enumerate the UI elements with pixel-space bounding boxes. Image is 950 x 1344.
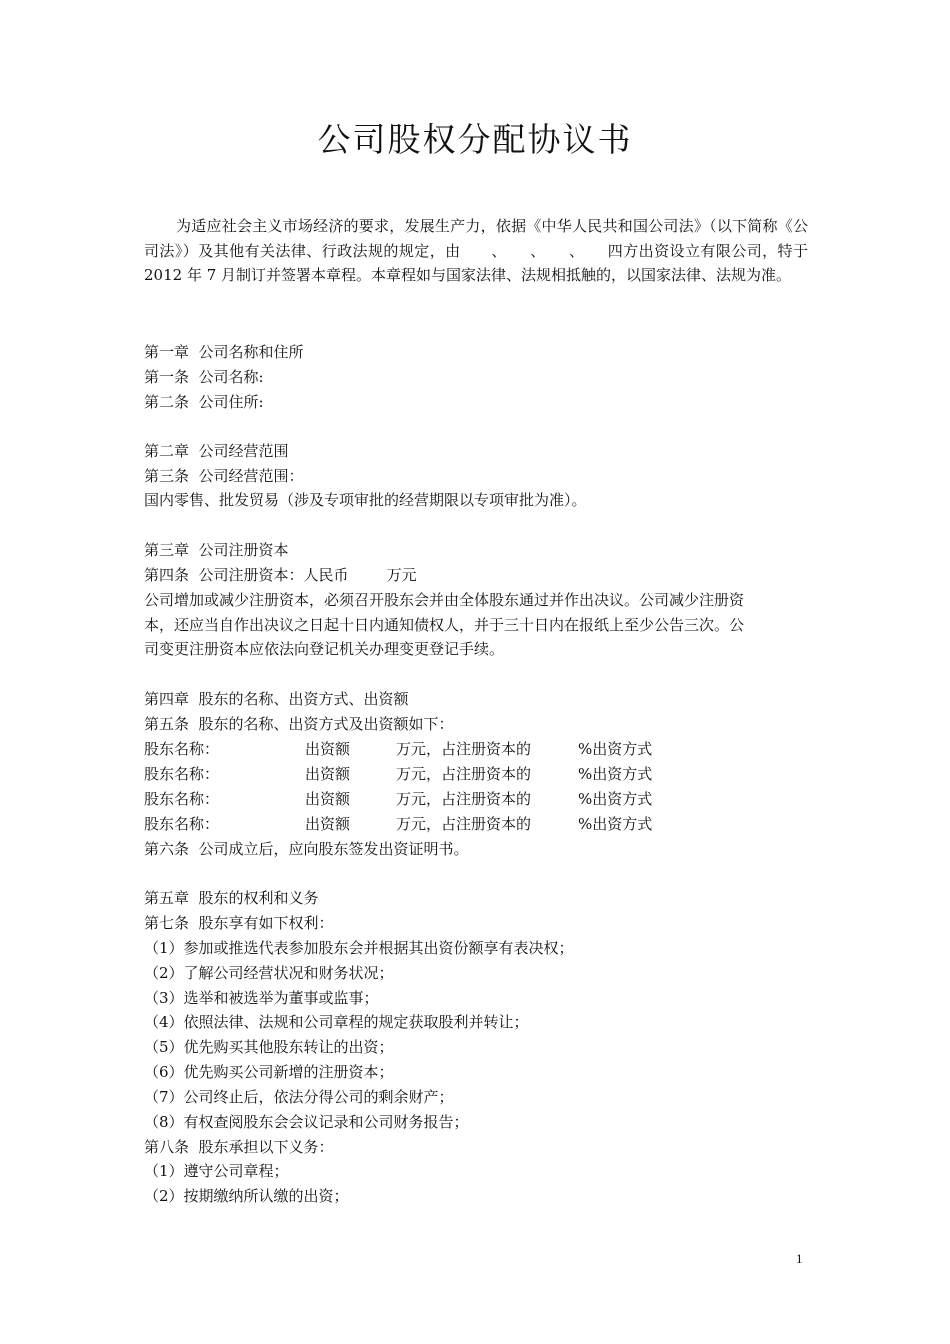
shareholder-method-text: %出资方式 bbox=[578, 740, 653, 758]
article-7: 第七条 股东享有如下权利： bbox=[144, 914, 334, 932]
article-3: 第三条 公司经营范围： bbox=[144, 467, 304, 485]
preamble-paragraph: 为适应社会主义市场经济的要求，发展生产力，依据《中华人民共和国公司法》（以下简称《公司法》）及其他有关法律、行政法规的规定，由 、 、 、 四方出资设立有限公司，特于 2012 年 7 月制订并签署本章程。本章程如与国家法律、法规相抵触的，以国家法律、法规为准。 bbox=[144, 217, 808, 285]
chapter-3-heading: 第三章 公司注册资本 bbox=[144, 541, 289, 559]
page-number: 1 bbox=[796, 1251, 803, 1266]
article-1: 第一条 公司名称: bbox=[144, 368, 264, 386]
article-4-body-line: 公司增加或减少注册资本，必须召开股东会并由全体股东通过并作出决议。公司减少注册资 bbox=[144, 591, 745, 609]
shareholder-method-text: %出资方式 bbox=[578, 815, 653, 833]
shareholder-name-label: 股东名称： bbox=[144, 815, 220, 833]
chapter-1-heading: 第一章 公司名称和住所 bbox=[144, 343, 304, 361]
rights-item: （1）参加或推选代表参加股东会并根据其出资份额享有表决权； bbox=[144, 939, 574, 957]
rights-item: （4）依照法律、法规和公司章程的规定获取股利并转让； bbox=[144, 1013, 529, 1031]
shareholder-ratio-text: 万元，占注册资本的 bbox=[396, 740, 532, 758]
shareholder-name-label: 股东名称： bbox=[144, 740, 220, 758]
rights-item: （5）优先购买其他股东转让的出资； bbox=[144, 1038, 394, 1056]
shareholder-amount-label: 出资额 bbox=[305, 740, 351, 758]
shareholder-ratio-text: 万元，占注册资本的 bbox=[396, 790, 532, 808]
shareholder-ratio-text: 万元，占注册资本的 bbox=[396, 765, 532, 783]
article-3-body: 国内零售、批发贸易（涉及专项审批的经营期限以专项审批为准）。 bbox=[144, 491, 587, 509]
shareholder-method-text: %出资方式 bbox=[578, 765, 653, 783]
article-4-body-line: 本，还应当自作出决议之日起十日内通知债权人，并于三十日内在报纸上至少公告三次。公 bbox=[144, 616, 745, 634]
shareholder-amount-label: 出资额 bbox=[305, 790, 351, 808]
rights-item: （3）选举和被选举为董事或监事； bbox=[144, 989, 379, 1007]
rights-item: （7）公司终止后，依法分得公司的剩余财产； bbox=[144, 1088, 454, 1106]
chapter-5-heading: 第五章 股东的权利和义务 bbox=[144, 889, 319, 907]
article-4: 第四条 公司注册资本：人民币 万元 bbox=[144, 566, 417, 584]
article-8: 第八条 股东承担以下义务： bbox=[144, 1138, 334, 1156]
article-4-body-line: 司变更注册资本应依法向登记机关办理变更登记手续。 bbox=[144, 640, 505, 658]
rights-item: （6）优先购买公司新增的注册资本； bbox=[144, 1063, 394, 1081]
rights-item: （2）了解公司经营状况和财务状况； bbox=[144, 964, 394, 982]
shareholder-method-text: %出资方式 bbox=[578, 790, 653, 808]
shareholder-amount-label: 出资额 bbox=[305, 765, 351, 783]
article-5: 第五条 股东的名称、出资方式及出资额如下： bbox=[144, 715, 454, 733]
article-6: 第六条 公司成立后，应向股东签发出资证明书。 bbox=[144, 840, 469, 858]
chapter-2-heading: 第二章 公司经营范围 bbox=[144, 442, 289, 460]
shareholder-ratio-text: 万元，占注册资本的 bbox=[396, 815, 532, 833]
shareholder-name-label: 股东名称： bbox=[144, 790, 220, 808]
duties-item: （1）遵守公司章程； bbox=[144, 1162, 289, 1180]
shareholder-name-label: 股东名称： bbox=[144, 765, 220, 783]
chapter-4-heading: 第四章 股东的名称、出资方式、出资额 bbox=[144, 690, 409, 708]
shareholder-amount-label: 出资额 bbox=[305, 815, 351, 833]
document-title: 公司股权分配协议书 bbox=[317, 120, 633, 159]
article-2: 第二条 公司住所: bbox=[144, 393, 264, 411]
duties-item: （2）按期缴纳所认缴的出资； bbox=[144, 1187, 349, 1205]
rights-item: （8）有权查阅股东会会议记录和公司财务报告； bbox=[144, 1113, 469, 1131]
